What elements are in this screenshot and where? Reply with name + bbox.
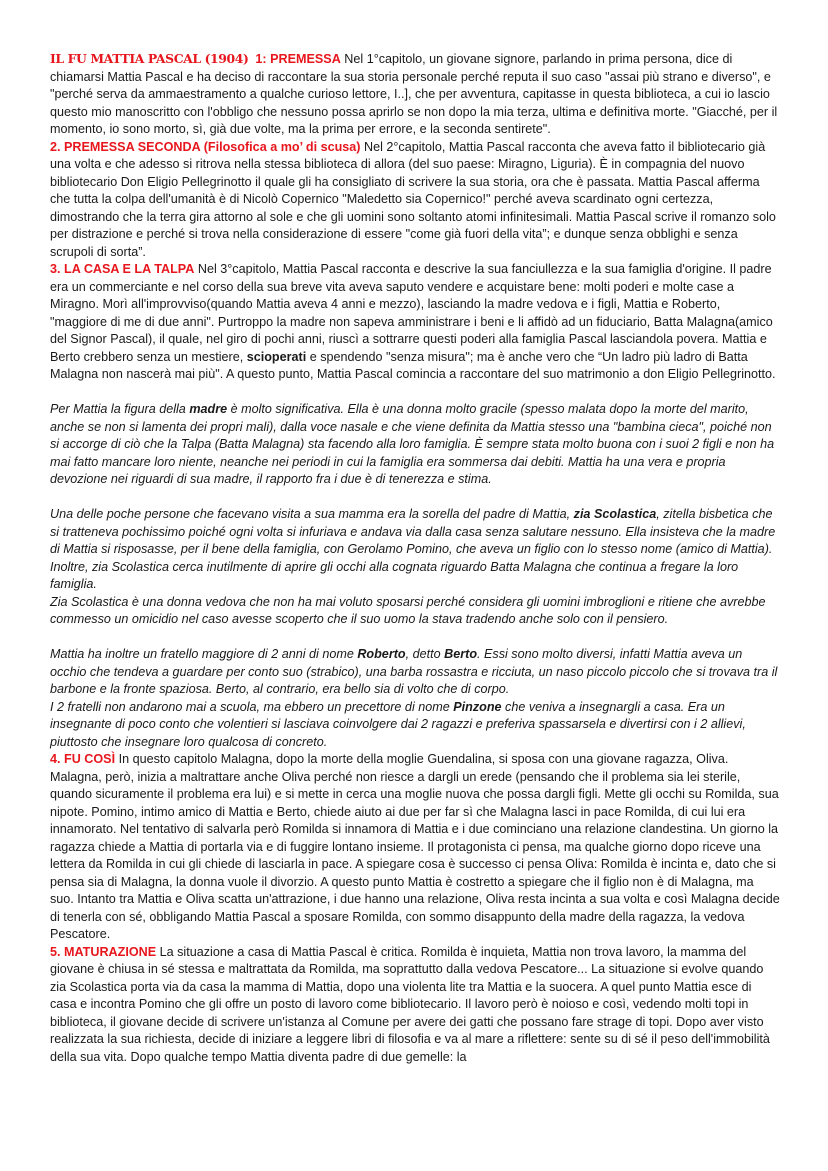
text-casa-talpa-a: Nel 3°capitolo, Mattia Pascal racconta e descrive la sua fanciullezza e la sua famiglia d'origine. Il padre era un commerciante e nel corso della sua breve vita aveva saputo vendere e acquistare bene: molti poderi e molte case a Miragno. Morì all'improvviso(quando Mattia aveva 4 anni e mezzo), lasciando la madre vedova e i figli, Mattia e Roberto, "maggiore di me di due anni". Purtroppo la madre non sapeva amministrare i beni e li affidò ad un fiduciario, Batta Malagna(amico del Signor Pascal), il quale, nel giro di pochi anni, riuscì a sottrarre questi poderi alla famiglia Pascal lasciandola povera. Mattia e Berto crebbero senza un mestiere,	[50, 262, 773, 364]
text-fratello-c: . Essi sono molto diversi, infatti Mattia aveva un occhio che tendeva a guardare per conto suo (strabico), una barba rossastra e ricciuta, un naso piccolo piccolo che si trovava tra il barbone e la fronte spaziosa. Berto, al contrario, era bello sia di volto che di corpo.	[50, 647, 778, 696]
spacer	[50, 489, 780, 507]
text-madre-a: Per Mattia la figura della	[50, 402, 190, 416]
heading-fu-cosi: 4. FU COSÌ	[50, 752, 116, 766]
document-page	[50, 50, 780, 1066]
heading-maturazione: 5. MATURAZIONE	[50, 944, 157, 959]
bold-berto: Berto	[444, 647, 478, 661]
paragraph-pinzone	[50, 699, 780, 752]
paragraph-zia-scolastica	[50, 506, 780, 594]
text-zia-a: Una delle poche persone che facevano visita a sua mamma era la sorella del padre di Mattia,	[50, 507, 574, 521]
text-fratello-d: I 2 fratelli non andarono mai a scuola, ma ebbero un precettore di nome	[50, 699, 454, 714]
bold-roberto: Roberto	[357, 647, 406, 661]
text-premessa-seconda: Nel 2°capitolo, Mattia Pascal racconta che aveva fatto il bibliotecario già una volta e che adesso si ritrova nella stessa biblioteca di allora (del suo paese: Miragno, Liguria). È in compagnia del nuovo bibliotecario Don Eligio Pellegrinotto il quale gli ha consigliato di scrivere la sua storia, ora che è passata. Mattia Pascal afferma che tutta la colpa dell'umanità è di Nicolò Copernico "Maledetto sia Copernico!" perché aveva scardinato ogni certezza, dimostrando che la terra gira attorno al sole e che gli uomini sono soltanto atomi infinitesimali. Mattia Pascal scrive il romanzo solo per distrazione e perché si trova nella considerazione di essere "come già fuori della vita”; e dunque senza obblighi e senza scrupoli di sorta”.	[50, 139, 776, 259]
bold-madre: madre	[189, 402, 228, 416]
paragraph-fratello	[50, 646, 780, 699]
document-title: IL FU MATTIA PASCAL (1904)	[50, 51, 249, 66]
spacer	[50, 384, 780, 402]
paragraph-zia-vedova	[50, 594, 780, 629]
heading-premessa: 1: PREMESSA	[255, 52, 341, 66]
bold-pinzone: Pinzone	[453, 699, 502, 714]
paragraph-premessa	[50, 50, 780, 139]
text-zia-b: , zitella bisbetica che si tratteneva pochissimo poiché ogni volta si infuriava e andava via dalla casa senza salutare nessuno. Ella insisteva che la madre di Mattia si risposasse, per il bene della famiglia, con Gerolamo Pomino, che aveva un figlio con lo stesso nome (amico di Mattia). Inoltre, zia Scolastica cerca inutilmente di aprire gli occhi alla cognata riguardo Batta Malagna che continua a fregare la loro famiglia.	[50, 507, 776, 591]
text-madre-b: è molto significativa. Ella è una donna molto gracile (spesso malata dopo la morte del marito, anche se non si lamenta dei propri mali), dalla voce nasale e che viene definita da Mattia stesso una "bambina cieca", poiché non si accorge di ciò che la Talpa (Batta Malagna) sta facendo alla loro famiglia. È sempre stata molto buona con i suoi 2 figli e non ha mai fatto mancare loro niente, neanche nei periodi in cui la famiglia era sommersa dai debiti. Mattia ha una vera e propria devozione nei riguardi di sua madre, il rapporto fra i due è di tenerezza e stima.	[50, 402, 775, 486]
spacer	[50, 629, 780, 647]
paragraph-maturazione	[50, 944, 780, 1067]
bold-zia-scolastica: zia Scolastica	[573, 507, 657, 521]
bold-scioperati: scioperati	[246, 349, 307, 364]
paragraph-madre	[50, 401, 780, 489]
text-fratello-e: che veniva a insegnargli a casa. Era un insegnante di poco conto che volentieri si lasciava coinvolgere dai 2 ragazzi e preferiva spassarsela e divertirsi con i 2 allievi, piuttosto che insegnare loro qualcosa di concreto.	[50, 699, 746, 749]
heading-premessa-seconda: 2. PREMESSA SECONDA (Filosofica a mo’ di scusa)	[50, 139, 361, 154]
heading-casa-talpa: 3. LA CASA E LA TALPA	[50, 262, 195, 276]
paragraph-casa-talpa	[50, 261, 780, 384]
text-fu-cosi: In questo capitolo Malagna, dopo la morte della moglie Guendalina, si sposa con una giovane ragazza, Oliva. Malagna, però, inizia a maltrattare anche Oliva perché non riesce a dargli un erede (pensando che il problema sia lei sterile, quando sicuramente il problema era lui) e si mette in cerca una moglie nuova che possa dargli figli. Mette gli occhi su Romilda, sua nipote. Pomino, intimo amico di Mattia e Berto, chiede aiuto ai due per far sì che Malagna lasci in pace Romilda, di cui lui era innamorato. Nel tentativo di salvarla però Romilda si innamora di Mattia e i due cominciano una relazione clandestina. Un giorno la ragazza chiede a Mattia di portarla via e di fuggire lontano insieme. Il protagonista ci pensa, ma qualche giorno dopo riceve una lettera da Romilda in cui gli chiede di lasciarla in pace. A spiegare cosa è successo ci pensa Oliva: Romilda è incinta e, dato che si pensa sia di Malagna, la donna vuole il divorzio. A questo punto Mattia è costretto a spiegare che il figlio non è di Malagna, ma suo. Intanto tra Mattia e Oliva scatta un'attrazione, i due hanno una relazione, Oliva resta incinta a sua volta e così Malagna decide di tenerla con sé, obbligando Mattia Pascal a sposare Romilda, con sommo disappunto della madre della ragazza, la vedova Pescatore.	[50, 752, 780, 941]
text-casa-talpa-b: e spendendo "senza misura"; ma è anche vero che “Un ladro più ladro di Batta Malagna non nascerà mai più". A questo punto, Mattia Pascal comincia a raccontare del suo matrimonio a don Eligio Pellegrinotto.	[50, 349, 776, 381]
text-fratello-b: , detto	[405, 647, 445, 661]
text-zia-c: Zia Scolastica è una donna vedova che non ha mai voluto sposarsi perché considera gli uomini imbroglioni e ritiene che avrebbe commesso un omicidio nel caso avesse scoperto che il suo uomo la stava tradendo anche solo con il pensiero.	[50, 594, 766, 626]
text-maturazione: La situazione a casa di Mattia Pascal è critica. Romilda è inquieta, Mattia non trova lavoro, la mamma del giovane è chiusa in sé stessa e maltrattata da Romilda, ma soprattutto dalla vedova Pescatore... La situazione si evolve quando zia Scolastica porta via da casa la mamma di Mattia, dopo una violenta lite tra Mattia e la suocera. A quel punto Mattia esce di casa e incontra Pomino che gli offre un posto di lavoro come bibliotecario. Il lavoro però è noioso e così, vedendo molti topi in biblioteca, il giovane decide di scrivere un'istanza al Comune per avere dei gatti che possano fare strage di topi. Dopo aver visto realizzata la sua richiesta, decide di iniziare a leggere libri di filosofia e va al mare a riflettere: sente su di sé il peso dell'immobilità della sua vita. Dopo qualche tempo Mattia diventa padre di due gemelle: la	[50, 944, 770, 1064]
paragraph-fu-cosi	[50, 751, 780, 944]
paragraph-premessa-seconda	[50, 139, 780, 262]
text-premessa: Nel 1°capitolo, un giovane signore, parlando in prima persona, dice di chiamarsi Mattia Pascal e ha deciso di raccontare la sua storia personale perché reputa il suo caso "assai più strano e diverso", e "perché serva da ammaestramento a qualche curioso lettore, I..], che per avventura, capitasse in questa biblioteca, a cui io lascio questo mio manoscritto con l'obbligo che nessuno possa aprirlo se non dopo la mia terza, ultima e definitiva morte. "Giacché, per il momento, io sono morto, sì, già due volte, ma la prima per errore, e la seconda sentirete".	[50, 52, 778, 136]
text-fratello-a: Mattia ha inoltre un fratello maggiore di 2 anni di nome	[50, 647, 358, 661]
